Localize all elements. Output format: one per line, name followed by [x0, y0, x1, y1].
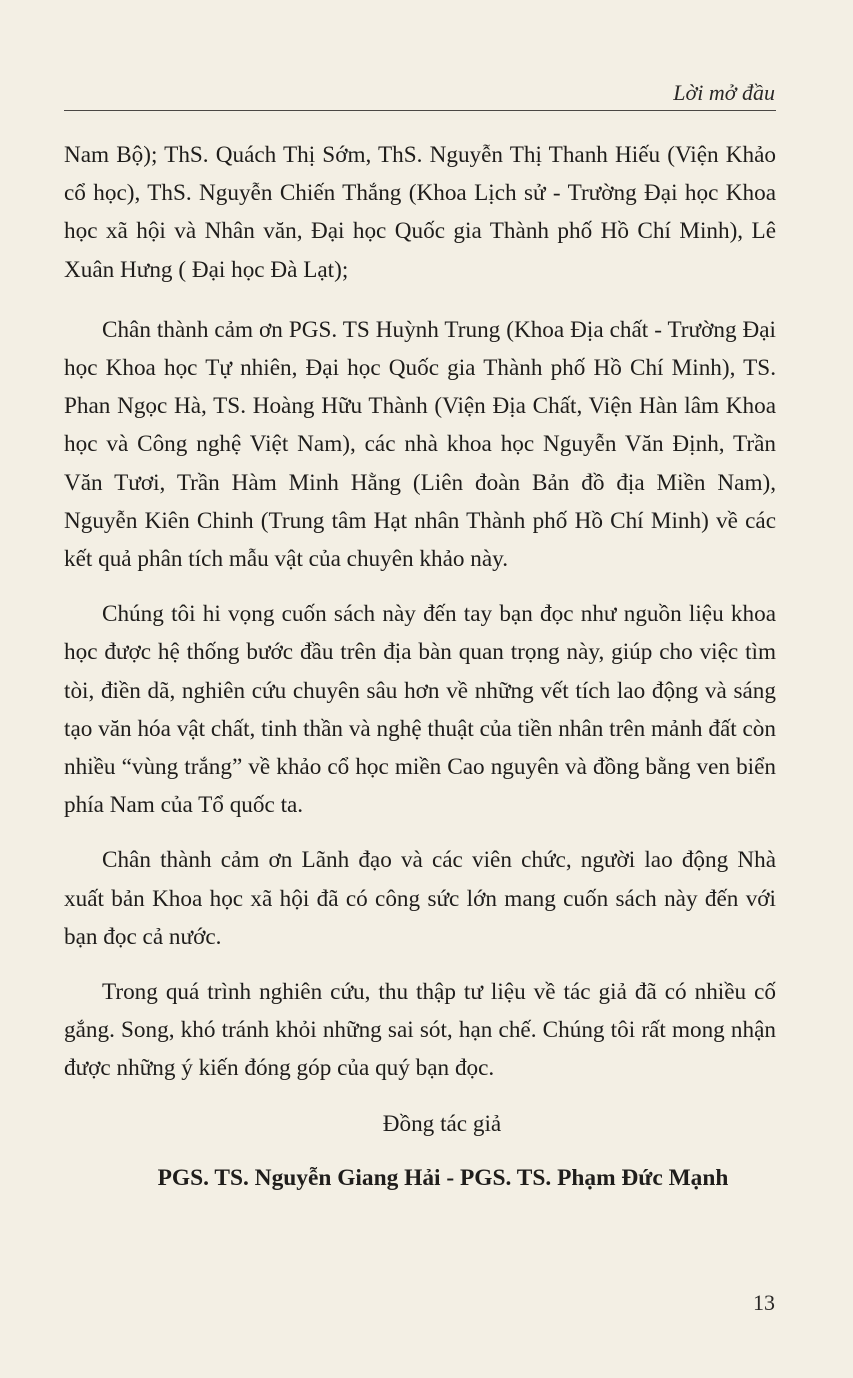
header-rule: [64, 110, 776, 111]
paragraph-hope: Chúng tôi hi vọng cuốn sách này đến tay bạn đọc như nguồn liệu khoa học được hệ thống bước đầu trên địa bàn quan trọng này, giúp cho việc tìm tòi, điền dã, nghiên cứu chuyên sâu hơn về những vết tích lao động và sáng tạo văn hóa vật chất, tinh thần và nghệ thuật của tiền nhân trên mảnh đất còn nhiều “vùng trắng” về khảo cổ học miền Cao nguyên và đồng bằng ven biển phía Nam của Tổ quốc ta.: [64, 601, 776, 819]
body-text: [64, 136, 776, 1197]
paragraph-closing: Trong quá trình nghiên cứu, thu thập tư liệu về tác giả đã có nhiều cố gắng. Song, khó tránh khỏi những sai sót, hạn chế. Chúng tôi rất mong nhận được những ý kiến đóng góp của quý bạn đọc.: [64, 979, 776, 1082]
paragraph-continued: Nam Bộ); ThS. Quách Thị Sớm, ThS. Nguyễn Thị Thanh Hiếu (Viện Khảo cổ học), ThS. Nguyễn Chiến Thắng (Khoa Lịch sử - Trường Đại học Khoa học xã hội và Nhân văn, Đại học Quốc gia Thành phố Hồ Chí Minh), Lê Xuân Hưng ( Đại học Đà Lạt);: [64, 142, 776, 283]
signature-role: Đồng tác giả: [382, 1110, 502, 1137]
page-number: 13: [753, 1290, 775, 1315]
paragraph-thanks-publisher: Chân thành cảm ơn Lãnh đạo và các viên chức, người lao động Nhà xuất bản Khoa học xã hội đã có công sức lớn mang cuốn sách này đến với bạn đọc cả nước.: [64, 847, 776, 950]
running-title: Lời mở đầu: [673, 80, 775, 105]
signature-names: PGS. TS. Nguyễn Giang Hải - PGS. TS. Phạm Đức Mạnh: [157, 1164, 729, 1191]
paragraph-thanks-analysis: Chân thành cảm ơn PGS. TS Huỳnh Trung (Khoa Địa chất - Trường Đại học Khoa học Tự nhiên, Đại học Quốc gia Thành phố Hồ Chí Minh), TS. Phan Ngọc Hà, TS. Hoàng Hữu Thành (Viện Địa Chất, Viện Hàn lâm Khoa học và Công nghệ Việt Nam), các nhà khoa học Nguyễn Văn Định, Trần Văn Tươi, Trần Hàm Minh Hằng (Liên đoàn Bản đồ địa Miền Nam), Nguyễn Kiên Chinh (Trung tâm Hạt nhân Thành phố Hồ Chí Minh) về các kết quả phân tích mẫu vật của chuyên khảo này.: [64, 316, 776, 573]
